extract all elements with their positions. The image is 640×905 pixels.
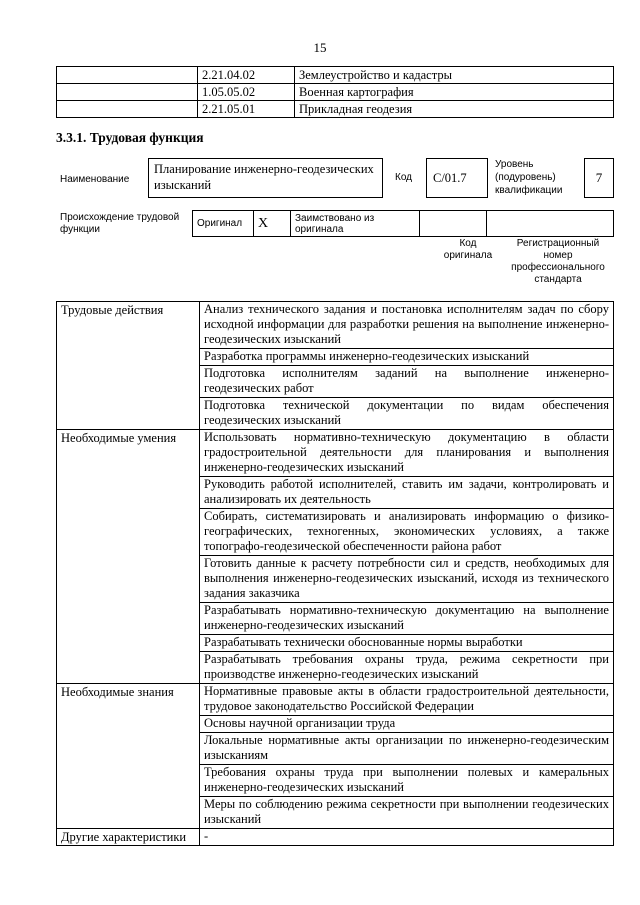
origin-table: [192, 210, 614, 237]
table-row: [57, 684, 614, 716]
code-original-caption: Код оригинала: [443, 238, 493, 261]
table-row: [57, 67, 614, 84]
skill-item: Руководить работой исполнителей, ставить им задачи, контролировать и анализировать их деятельность: [200, 477, 614, 509]
knowledge-item: Меры по соблюдению режима секретности при выполнении геодезических изысканий: [200, 797, 614, 829]
labor-actions-label: Трудовые действия: [57, 302, 200, 430]
labor-action-item: Разработка программы инженерно-геодезических изысканий: [200, 349, 614, 366]
registration-number-caption: Регистрационный номер профессионального стандарта: [511, 238, 605, 285]
code-cell: 2.21.04.02: [198, 67, 295, 84]
knowledge-item: Локальные нормативные акты организации по инженерно-геодезическим изысканиям: [200, 733, 614, 765]
original-code-cell: [420, 211, 487, 237]
code-cell: 1.05.05.02: [198, 84, 295, 101]
borrowed-label: Заимствовано из оригинала: [291, 211, 420, 237]
other-characteristics-label: Другие характеристики: [57, 829, 200, 846]
code-label: Код: [395, 172, 413, 183]
name-cell: Военная картография: [295, 84, 614, 101]
name-label: Наименование: [60, 174, 130, 185]
skill-item: Разрабатывать нормативно-техническую документацию на выполнение инженерно-геодезических изысканий: [200, 603, 614, 635]
registration-number-cell: [487, 211, 614, 237]
table-row: [57, 829, 614, 846]
table-row: [57, 101, 614, 118]
table-row: [193, 211, 614, 237]
function-code-value: C/01.7: [426, 158, 488, 198]
original-label: Оригинал: [193, 211, 254, 237]
skill-item: Разрабатывать требования охраны труда, режима секретности при производстве инженерно-геодезических изысканий: [200, 652, 614, 684]
other-characteristics-value: -: [200, 829, 614, 846]
skill-item: Использовать нормативно-техническую документацию в области градостроительной деятельности для планирования и выполнения инженерно-геодезических изысканий: [200, 430, 614, 477]
name-cell: Прикладная геодезия: [295, 101, 614, 118]
skill-item: Разрабатывать технически обоснованные нормы выработки: [200, 635, 614, 652]
origin-label: Происхождение трудовой функции: [60, 212, 180, 235]
qualification-level-value: 7: [584, 158, 614, 198]
knowledge-item: Требования охраны труда при выполнении полевых и камеральных инженерно-геодезических изысканий: [200, 765, 614, 797]
required-skills-label: Необходимые умения: [57, 430, 200, 684]
skill-item: Собирать, систематизировать и анализировать информацию о физико-географических, техногенных, экономических условиях, а также топографо-геодезической обеспеченности района работ: [200, 509, 614, 556]
table-row: [57, 302, 614, 349]
labor-action-item: Подготовка исполнителям заданий на выполнение инженерно-геодезических работ: [200, 366, 614, 398]
page-number: 15: [313, 40, 327, 55]
required-knowledge-label: Необходимые знания: [57, 684, 200, 829]
name-cell: Землеустройство и кадастры: [295, 67, 614, 84]
skill-item: Готовить данные к расчету потребности сил и средств, необходимых для выполнения инженерно-геодезических изысканий, исходя из технического задания заказчика: [200, 556, 614, 603]
education-codes-table: [56, 66, 614, 118]
original-mark: X: [254, 211, 291, 237]
section-title: 3.3.1. Трудовая функция: [56, 130, 204, 145]
empty-cell: [57, 101, 198, 118]
table-row: [57, 84, 614, 101]
knowledge-item: Основы научной организации труда: [200, 716, 614, 733]
qualification-level-label: Уровень (подуровень) квалификации: [495, 159, 563, 196]
labor-function-table: [56, 301, 614, 846]
empty-cell: [57, 67, 198, 84]
empty-cell: [57, 84, 198, 101]
labor-action-item: Подготовка технической документации по видам обеспечения геодезических изысканий: [200, 398, 614, 430]
labor-action-item: Анализ технического задания и постановка исполнителям задач по сбору исходной информации для разработки решения на выполнение инженерно-геодезических изысканий: [200, 302, 614, 349]
code-cell: 2.21.05.01: [198, 101, 295, 118]
function-name-value: Планирование инженерно-геодезических изысканий: [148, 158, 383, 198]
knowledge-item: Нормативные правовые акты в области градостроительной деятельности, трудовое законодательство Российской Федерации: [200, 684, 614, 716]
table-row: [57, 430, 614, 477]
